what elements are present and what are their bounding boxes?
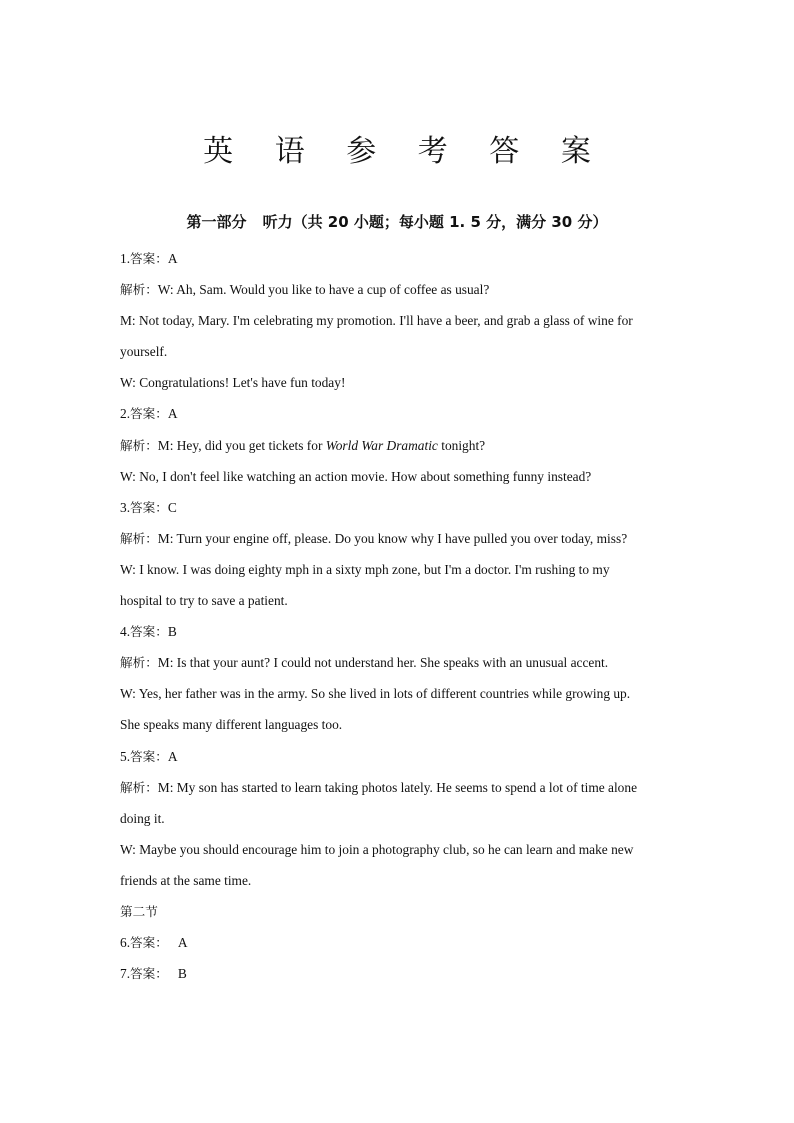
answer-value: B — [167, 624, 177, 640]
answer-value: A — [177, 935, 188, 951]
answer-value: A — [167, 251, 178, 266]
dialogue-line: W: Congratulations! Let's have fun today! — [120, 375, 346, 391]
movie-title: World War Dramatic — [325, 437, 438, 453]
answer-value: C — [167, 499, 177, 515]
answer-body — [120, 243, 680, 989]
second-section-heading: 第二节 — [120, 903, 158, 919]
answer-value: B — [177, 966, 187, 982]
answer-value: A — [167, 748, 178, 764]
dialogue-line: W: Maybe you should encourage him to join a photography club, so he can learn and make new — [120, 841, 634, 857]
dialogue-line: doing it. — [120, 810, 165, 826]
analysis-line: 解析：W: Ah, Sam. Would you like to have a cup of coffee as usual? — [120, 282, 490, 298]
answer-line-6: 6.答案： A — [120, 935, 188, 951]
page-title: 英 语 参 考 答 案 — [203, 134, 607, 169]
dialogue-line: She speaks many different languages too. — [120, 717, 343, 733]
answer-line-3: 3.答案：C — [120, 499, 177, 515]
answer-line-4: 4.答案：B — [120, 624, 177, 640]
analysis-line: 解析：M: Hey, did you get tickets for World War Dramatic tonight? — [120, 437, 486, 453]
section-description: 听力（共 20 小题；每小题 1. 5 分，满分 30 分） — [262, 213, 608, 231]
dialogue-line: hospital to try to save a patient. — [120, 593, 288, 609]
section-part-label: 第一部分 — [186, 213, 247, 231]
dialogue-line: friends at the same time. — [120, 872, 252, 888]
answer-line-2: 2.答案：A — [120, 406, 178, 422]
section-heading — [0, 210, 794, 234]
dialogue-line: W: No, I don't feel like watching an action movie. How about something funny instead? — [120, 468, 592, 484]
analysis-line: 解析：M: My son has started to learn taking photos lately. He seems to spend a lot of time alone — [120, 779, 638, 795]
dialogue-line: W: Yes, her father was in the army. So she lived in lots of different countries while growing up. — [120, 686, 631, 702]
answer-line-5: 5.答案：A — [120, 748, 178, 764]
answer-value: A — [167, 406, 178, 422]
answer-line-7: 7.答案： B — [120, 966, 187, 982]
dialogue-line: M: Not today, Mary. I'm celebrating my promotion. I'll have a beer, and grab a glass of wine for — [120, 313, 633, 329]
dialogue-line: yourself. — [120, 344, 168, 360]
analysis-line: 解析：M: Turn your engine off, please. Do you know why I have pulled you over today, miss? — [120, 530, 628, 546]
analysis-line: 解析：M: Is that your aunt? I could not understand her. She speaks with an unusual accent. — [120, 655, 609, 671]
answer-line-1: 1.答案：A — [120, 251, 178, 266]
dialogue-line: W: I know. I was doing eighty mph in a sixty mph zone, but I'm a doctor. I'm rushing to my — [120, 561, 610, 577]
